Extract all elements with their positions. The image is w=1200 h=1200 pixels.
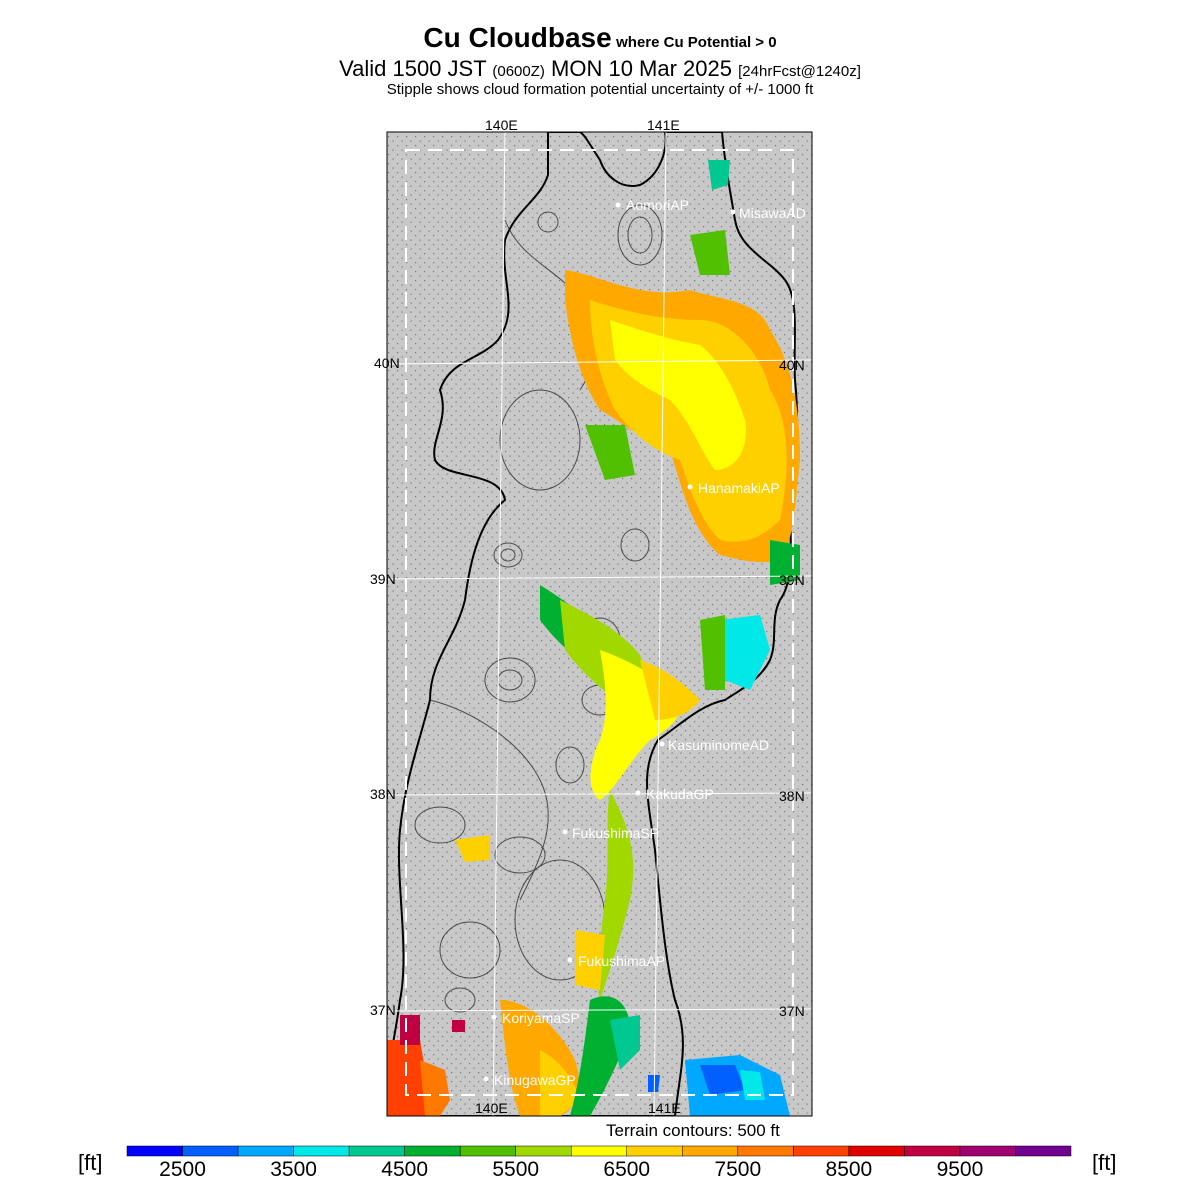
forecast-info: [24hrFcst@1240z] [738, 63, 861, 80]
colorbar-swatch [183, 1146, 239, 1156]
colorbar-tick-label: 2500 [159, 1158, 206, 1181]
colorbar-swatch [294, 1146, 350, 1156]
colorbar-tick-label: 7500 [714, 1158, 762, 1181]
lon-label-top-140: 140E [485, 117, 518, 133]
valid-zulu: (0600Z) [492, 63, 545, 80]
station-kasuminomead: KasuminomeAD [668, 737, 770, 753]
lat-label-left-38: 38N [370, 786, 396, 802]
colorbar-tick-label: 4500 [381, 1158, 428, 1181]
colorbar-tick-label: 6500 [603, 1158, 651, 1181]
colorbar-swatch [627, 1146, 683, 1156]
station-aomoriap: AomoriAP [626, 197, 690, 213]
colorbar-swatch [849, 1146, 905, 1156]
station-hanamakiap: HanamakiAP [698, 480, 780, 496]
colorbar-swatch [405, 1146, 461, 1156]
lat-label-right-38: 38N [779, 788, 805, 804]
colorbar-swatch [127, 1146, 183, 1156]
colorbar-swatch [516, 1146, 572, 1156]
colorbar-unit-left: [ft] [78, 1150, 103, 1175]
title-main: Cu Cloudbase [423, 22, 612, 53]
station-misawaad: MisawaAD [739, 205, 806, 221]
station-fukushimaap: FukushimaAP [578, 953, 666, 969]
station-kakudagp: KakudaGP [646, 786, 714, 802]
lat-label-right-39: 39N [779, 572, 805, 588]
station-kinugawagp: KinugawaGP [494, 1072, 576, 1088]
lat-label-right-40: 40N [779, 357, 805, 373]
lat-label-left-40: 40N [374, 355, 400, 371]
colorbar-swatch [960, 1146, 1016, 1156]
colorbar-tick-label: 9500 [936, 1158, 984, 1181]
stipple-note: Stipple shows cloud formation potential uncertainty of +/- 1000 ft [386, 81, 814, 98]
lat-label-right-37: 37N [779, 1003, 805, 1019]
colorbar-swatch [238, 1146, 294, 1156]
colorbar-swatch [349, 1146, 405, 1156]
lat-label-left-39: 39N [370, 571, 396, 587]
station-koriyamasp: KoriyamaSP [502, 1010, 580, 1026]
terrain-contours-note: Terrain contours: 500 ft [606, 1121, 780, 1140]
valid-date: MON 10 Mar 2025 [551, 56, 732, 81]
colorbar-swatch [460, 1146, 516, 1156]
colorbar-swatch [682, 1146, 738, 1156]
colorbar-swatch [793, 1146, 849, 1156]
lon-label-bottom-140: 140E [475, 1100, 508, 1116]
lat-label-left-37: 37N [370, 1002, 396, 1018]
colorbar-tick-label: 3500 [270, 1158, 317, 1181]
lon-label-top-141: 141E [647, 117, 680, 133]
colorbar-tick-label: 5500 [492, 1158, 540, 1181]
colorbar-swatch [738, 1146, 794, 1156]
colorbar-swatch [904, 1146, 960, 1156]
colorbar-swatch [571, 1146, 627, 1156]
valid-prefix: Valid 1500 JST [339, 56, 487, 81]
colorbar-tick-label: 8500 [825, 1158, 873, 1181]
lon-label-bottom-141: 141E [648, 1100, 681, 1116]
colorbar-swatch [1015, 1146, 1071, 1156]
title-suffix: where Cu Potential > 0 [616, 34, 777, 51]
station-fukushimasp: FukushimaSP [572, 825, 660, 841]
colorbar [127, 1146, 1071, 1156]
colorbar-unit-right: [ft] [1092, 1150, 1117, 1175]
